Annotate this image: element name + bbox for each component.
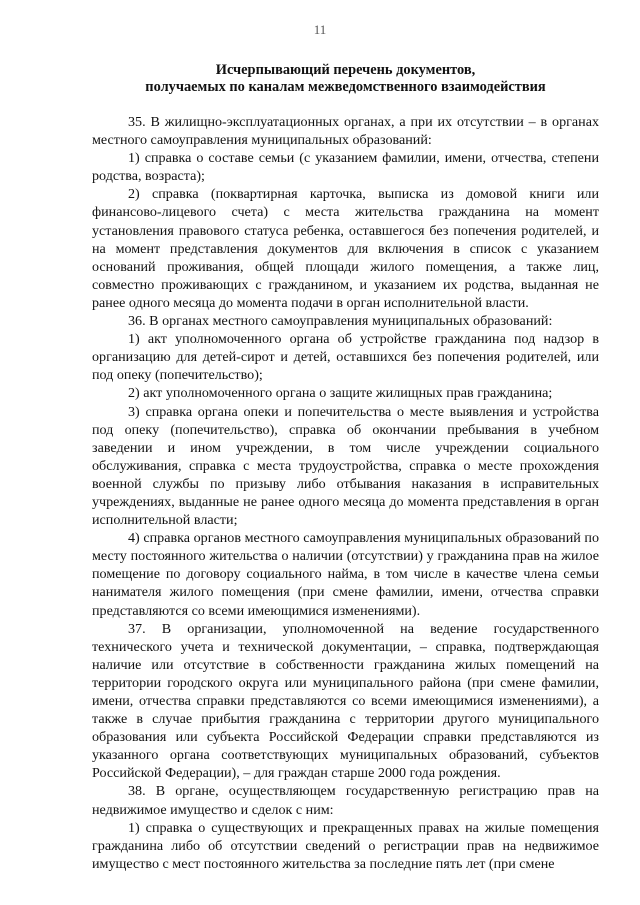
paragraph-35-item-1: 1) справка о составе семьи (с указанием фамилии, имени, отчества, степени родства, возраста); (92, 150, 599, 185)
paragraph-36-item-4: 4) справка органов местного самоуправления муниципальных образований по месту постоянного жительства о наличии (отсутствии) у гражданина прав на жилое помещение по договору социального найма, в том числе в качестве члена семьи нанимателя жилого помещения (при смене фамилии, имени, отчества справки представляются со всеми имеющимися изменениями). (92, 530, 599, 619)
document-title (92, 62, 599, 96)
paragraph-36-item-3: 3) справка органа опеки и попечительства о месте выявления и устройства под опеку (попечительство), справка об окончании пребывания в учебном заведении и ином учреждении, в том числе учреждении социального обслуживания, справка с места трудоустройства, справка о месте прохождения военной службы по призыву либо отбывания наказания в исправительных учреждениях, выданные не ранее одного месяца до момента представления в орган исполнительной власти; (92, 403, 599, 529)
paragraph-35-item-2: 2) справка (поквартирная карточка, выписка из домовой книги или финансово-лицевого счета) с места жительства гражданина на момент установления правового статуса ребенка, оставшегося без попечения родителей, и на момент представления документов для включения в список с указанием оснований проживания, общей площади жилого помещения, а также лиц, совместно проживающих с гражданином, и указанием их родства, выданная не ранее одного месяца до момента подачи в орган исполнительной власти. (92, 186, 599, 311)
title-line: Исчерпывающий перечень документов, (215, 62, 476, 78)
paragraph-36: 36. В органах местного самоуправления муниципальных образований: (128, 313, 553, 330)
paragraph-38: 38. В органе, осуществляющем государственную регистрацию прав на недвижимое имущество и сделок с ним: (92, 783, 599, 818)
title-line: получаемых по каналам межведомственного взаимодействия (145, 79, 546, 95)
paragraph-37: 37. В организации, уполномоченной на ведение государственного технического учета и технической документации, – справка, подтверждающая наличие или отсутствие в собственности гражданина жилых помещений на территории городского округа или муниципального района (при смене фамилии, имени, отчества справки представляются со всеми имеющимися изменениями), а также в случае прибытия гражданина с территории другого муниципального образования или субъекта Российской Федерации справки представляются из указанного органа соответствующих муниципальных образований, субъектов Российской Федерации), – для граждан старше 2000 года рождения. (92, 620, 599, 782)
paragraph-35: 35. В жилищно-эксплуатационных органах, а при их отсутствии – в органах местного самоуправления муниципальных образований: (92, 114, 599, 149)
paragraph-36-item-2: 2) акт уполномоченного органа о защите жилищных прав гражданина; (128, 385, 553, 402)
document-body (92, 113, 599, 873)
page-number: 11 (313, 22, 327, 37)
paragraph-36-item-1: 1) акт уполномоченного органа об устройстве гражданина под надзор в организацию для детей-сирот и детей, оставшихся без попечения родителей, или под опеку (попечительство); (92, 331, 599, 384)
paragraph-38-item-1: 1) справка о существующих и прекращенных правах на жилые помещения гражданина либо об отсутствии сведений о регистрации прав на недвижимое имущество с мест постоянного жительства за последние пять лет (при смене (92, 819, 599, 872)
